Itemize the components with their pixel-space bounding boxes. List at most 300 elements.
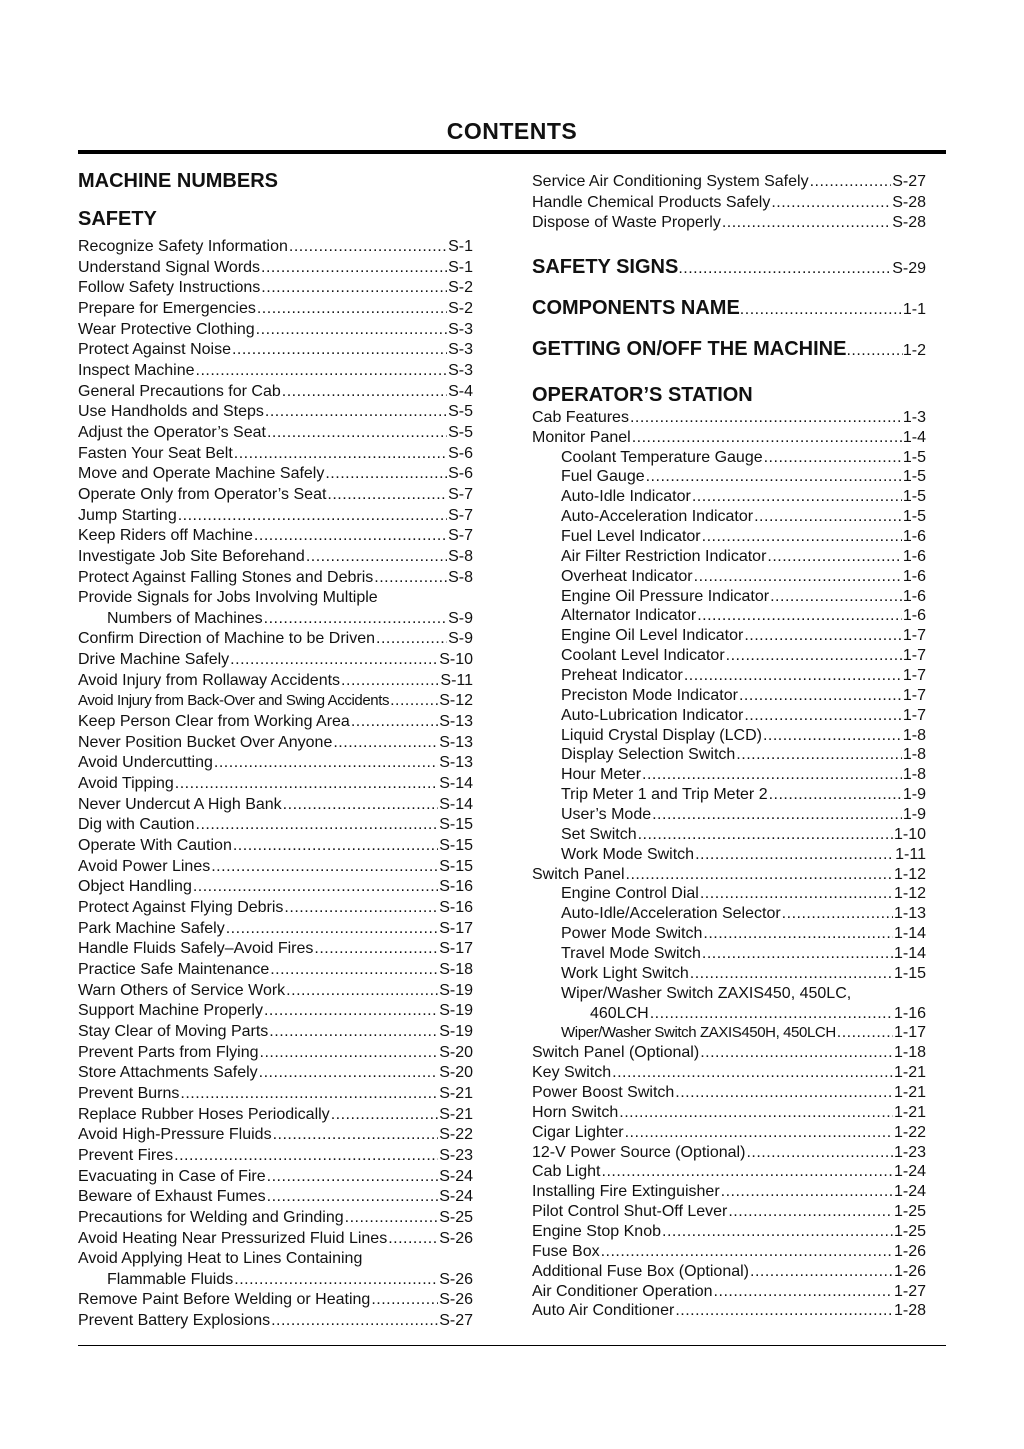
toc-entry-title: Fuse Box <box>532 1242 600 1260</box>
leader-dots <box>331 1105 439 1126</box>
toc-entry[interactable] <box>78 609 473 630</box>
leader-dots <box>254 526 447 547</box>
toc-entry-page: S-25 <box>439 1208 473 1226</box>
toc-entry[interactable] <box>78 444 473 465</box>
toc-entry[interactable] <box>78 712 473 733</box>
leader-dots <box>260 1043 439 1064</box>
toc-entry-title: Avoid Tipping <box>78 775 174 793</box>
toc-entry-page: 1-26 <box>893 1262 926 1280</box>
toc-entry-page: S-13 <box>439 713 473 731</box>
toc-entry-title: Engine Oil Pressure Indicator <box>561 587 770 605</box>
toc-entry[interactable] <box>532 448 926 468</box>
toc-entry-page: 1-22 <box>893 1123 926 1141</box>
toc-entry[interactable] <box>532 944 926 964</box>
toc-entry[interactable] <box>78 464 473 485</box>
toc-entry[interactable] <box>78 877 473 898</box>
leader-dots <box>771 193 891 214</box>
toc-entry[interactable] <box>532 172 926 193</box>
leader-dots <box>726 646 902 666</box>
toc-entry-page: 1-4 <box>902 428 926 446</box>
toc-entry[interactable] <box>78 547 473 568</box>
leader-dots <box>736 745 902 765</box>
toc-entry-title: Trip Meter 1 and Trip Meter 2 <box>561 786 768 804</box>
leader-dots <box>376 629 447 650</box>
toc-entry[interactable] <box>532 964 926 984</box>
toc-entry-page: S-3 <box>448 361 473 379</box>
toc-entry-page: S-24 <box>439 1188 473 1206</box>
toc-entry-title: Investigate Job Site Beforehand <box>78 547 305 565</box>
toc-entry-title: Operate With Caution <box>78 837 232 855</box>
toc-entry[interactable] <box>78 1084 473 1105</box>
toc-entry[interactable] <box>78 278 473 299</box>
toc-entry[interactable] <box>78 898 473 919</box>
toc-entry[interactable] <box>532 408 926 428</box>
toc-entry-page: 1-8 <box>902 746 926 764</box>
toc-entry[interactable] <box>78 1063 473 1084</box>
toc-entry-page: S-26 <box>439 1291 473 1309</box>
toc-entry-page: 1-21 <box>893 1084 926 1101</box>
toc-entry[interactable] <box>532 1222 926 1242</box>
toc-entry-page: S-2 <box>448 299 473 317</box>
toc-entry-page: 1-7 <box>902 647 926 665</box>
toc-entry-page: 1-7 <box>902 666 926 684</box>
leader-dots <box>702 527 902 547</box>
toc-entry-title: Follow Safety Instructions <box>78 279 261 297</box>
toc-entry[interactable] <box>532 1043 926 1063</box>
toc-entry[interactable] <box>532 1282 926 1302</box>
toc-entry-page: 1-24 <box>893 1183 926 1201</box>
toc-entry-page: S-15 <box>439 837 473 855</box>
section-heading-machine-numbers[interactable]: MACHINE NUMBERS <box>78 170 278 192</box>
toc-entry-page: S-19 <box>439 1022 473 1040</box>
leader-dots <box>286 981 438 1002</box>
toc-entry[interactable] <box>78 1187 473 1208</box>
toc-entry-title: Operate Only from Operator’s Seat <box>78 485 327 503</box>
toc-entry-page: 1-6 <box>902 587 926 605</box>
toc-entry[interactable] <box>532 626 926 646</box>
toc-entry-page: S-15 <box>439 857 473 875</box>
toc-entry[interactable] <box>532 1123 926 1143</box>
toc-entry-page: 1-16 <box>893 1004 926 1022</box>
toc-entry-title: General Precautions for Cab <box>78 382 281 400</box>
toc-entry-page: 1-15 <box>893 964 926 982</box>
toc-entry-title: Wiper/Washer Switch ZAXIS450H, 450LCH <box>561 1024 836 1042</box>
toc-entry-title: Confirm Direction of Machine to be Driven <box>78 630 376 648</box>
toc-entry[interactable] <box>532 884 926 904</box>
toc-entry-page: S-27 <box>892 173 926 190</box>
toc-entry-title: Auto-Idle Indicator <box>561 488 691 506</box>
leader-dots <box>782 904 893 924</box>
toc-entry-page: S-20 <box>439 1064 473 1082</box>
toc-entry-title: Preheat Indicator <box>561 666 683 684</box>
toc-entry-page: S-5 <box>448 403 473 421</box>
toc-entry-title: Liquid Crystal Display (LCD) <box>561 726 762 744</box>
toc-entry-title: Coolant Level Indicator <box>561 647 725 665</box>
toc-entry[interactable] <box>532 805 926 825</box>
toc-entry-title: Stay Clear of Moving Parts <box>78 1022 269 1040</box>
section-heading-safety[interactable]: SAFETY <box>78 208 157 230</box>
toc-entry[interactable] <box>78 1249 473 1270</box>
toc-entry[interactable] <box>78 981 473 1002</box>
toc-entry[interactable] <box>78 1043 473 1064</box>
toc-entry-title: Overheat Indicator <box>561 567 693 585</box>
toc-entry-page: 1-23 <box>893 1143 926 1161</box>
toc-entry[interactable] <box>78 1022 473 1043</box>
toc-entry-title: Auto Air Conditioner <box>532 1302 675 1320</box>
toc-entry-page: 1-18 <box>893 1044 926 1062</box>
toc-entry[interactable] <box>78 361 473 382</box>
toc-entry[interactable] <box>532 1083 926 1103</box>
toc-entry[interactable] <box>532 1103 926 1123</box>
toc-entry-title: Auto-Idle/Acceleration Selector <box>561 905 781 923</box>
leader-dots <box>283 795 439 816</box>
leader-dots <box>175 774 438 795</box>
toc-entry[interactable] <box>78 629 473 650</box>
safety-entry-list <box>78 237 473 1332</box>
toc-entry-title: Support Machine Properly <box>78 1002 263 1020</box>
leader-dots <box>234 1270 438 1291</box>
toc-entry-title: Avoid Undercutting <box>78 754 213 772</box>
leader-dots <box>333 733 438 754</box>
leader-dots <box>388 1229 438 1250</box>
toc-entry-title: Precautions for Welding and Grinding <box>78 1208 344 1226</box>
leader-dots <box>214 753 438 774</box>
leader-dots <box>612 1063 893 1083</box>
toc-entry[interactable] <box>532 507 926 527</box>
toc-entry[interactable] <box>532 1301 926 1321</box>
toc-entry[interactable] <box>78 815 473 836</box>
section-entry-safety-signs[interactable]: SAFETY SIGNS ..... S-29 <box>532 256 926 297</box>
toc-entry[interactable] <box>532 785 926 805</box>
toc-entry-page: S-19 <box>439 981 473 999</box>
toc-entry-page: 1-21 <box>893 1064 926 1082</box>
toc-entry-page: S-4 <box>448 382 473 400</box>
leader-dots <box>714 1282 893 1302</box>
toc-entry-title: Switch Panel <box>532 865 625 883</box>
leader-dots <box>764 448 902 468</box>
toc-entry[interactable] <box>78 340 473 361</box>
contents-left-column <box>78 169 473 1332</box>
leader-dots <box>638 825 893 845</box>
toc-entry[interactable] <box>78 382 473 403</box>
toc-entry-title: Handle Chemical Products Safely <box>532 193 771 211</box>
toc-entry-page: S-9 <box>448 609 473 627</box>
toc-entry[interactable] <box>78 1001 473 1022</box>
toc-entry[interactable] <box>78 939 473 960</box>
toc-entry[interactable] <box>78 320 473 341</box>
leader-dots <box>232 340 447 361</box>
section-entry-components-name[interactable]: COMPONENTS NAME ..... 1-1 <box>532 297 926 338</box>
toc-entry[interactable] <box>78 671 473 692</box>
toc-entry-title: Replace Rubber Hoses Periodically <box>78 1105 330 1123</box>
toc-entry[interactable] <box>532 1202 926 1222</box>
leader-dots <box>619 1103 893 1123</box>
toc-entry[interactable] <box>78 1146 473 1167</box>
leader-dots <box>703 924 893 944</box>
toc-entry-title: Avoid Injury from Rollaway Accidents <box>78 671 341 689</box>
toc-entry-page: 1-6 <box>902 547 926 565</box>
toc-entry[interactable] <box>78 691 473 712</box>
page-title: CONTENTS <box>446 118 578 144</box>
toc-entry-page: S-26 <box>439 1229 473 1247</box>
toc-entry[interactable] <box>78 857 473 878</box>
toc-entry-page: 1-13 <box>893 905 926 923</box>
toc-entry-page: S-5 <box>448 423 473 441</box>
toc-entry-page: S-1 <box>448 258 473 276</box>
toc-entry[interactable] <box>532 547 926 567</box>
toc-entry-page: S-7 <box>448 485 473 503</box>
toc-entry[interactable] <box>532 587 926 607</box>
toc-entry[interactable] <box>532 666 926 686</box>
leader-dots <box>652 805 902 825</box>
toc-entry[interactable] <box>78 526 473 547</box>
toc-entry-page: S-19 <box>439 1002 473 1020</box>
leader-dots <box>270 960 438 981</box>
toc-entry[interactable] <box>532 1063 926 1083</box>
leader-dots <box>271 1311 438 1332</box>
toc-entry-title: Preciston Mode Indicator <box>561 686 738 704</box>
leader-dots <box>754 507 902 527</box>
section-entry-getting-on-off[interactable]: GETTING ON/OFF THE MACHINE ..... 1-2 <box>532 338 926 379</box>
toc-entry-title: Avoid Injury from Back-Over and Swing Accidents <box>78 692 390 710</box>
toc-entry-page: S-26 <box>439 1270 473 1288</box>
toc-entry-title: Move and Operate Machine Safely <box>78 465 325 483</box>
toc-entry-title: Dig with Caution <box>78 816 195 834</box>
toc-entry-page: 1-27 <box>893 1282 926 1300</box>
toc-entry-title: Air Conditioner Operation <box>532 1282 713 1300</box>
toc-entry-title: Dispose of Waste Properly <box>532 214 721 232</box>
toc-entry-page: 1-5 <box>902 448 926 466</box>
toc-entry[interactable] <box>78 960 473 981</box>
toc-entry[interactable] <box>532 1004 926 1024</box>
toc-entry[interactable] <box>78 795 473 816</box>
toc-entry[interactable] <box>532 1023 926 1043</box>
toc-entry[interactable] <box>78 1167 473 1188</box>
toc-entry-title: Wiper/Washer Switch ZAXIS450, 450LC, <box>561 984 852 1002</box>
toc-entry-page: S-7 <box>448 506 473 524</box>
toc-entry[interactable] <box>532 984 926 1004</box>
toc-entry[interactable] <box>532 193 926 214</box>
toc-entry-page: S-20 <box>439 1043 473 1061</box>
toc-entry-page: S-14 <box>439 775 473 793</box>
toc-entry-title: Set Switch <box>561 825 637 843</box>
toc-entry-page: S-1 <box>448 238 473 255</box>
toc-entry-page: S-8 <box>448 568 473 586</box>
leader-dots <box>646 467 902 487</box>
toc-entry[interactable] <box>532 213 926 234</box>
toc-entry[interactable] <box>78 753 473 774</box>
toc-entry[interactable] <box>532 765 926 785</box>
toc-entry[interactable] <box>78 1270 473 1291</box>
toc-entry-page: 1-25 <box>893 1203 926 1221</box>
leader-dots <box>282 382 447 403</box>
toc-entry-title: Cab Features <box>532 408 629 426</box>
toc-entry-page: S-3 <box>448 341 473 359</box>
toc-entry[interactable] <box>532 428 926 448</box>
leader-dots <box>721 1182 893 1202</box>
toc-entry[interactable] <box>532 567 926 587</box>
toc-entry[interactable] <box>532 904 926 924</box>
toc-entry-title: Installing Fire Extinguisher <box>532 1183 720 1201</box>
toc-entry-title: Store Attachments Safely <box>78 1064 258 1082</box>
leader-dots <box>632 428 902 448</box>
toc-entry-title: Park Machine Safely <box>78 919 225 937</box>
toc-entry[interactable] <box>532 706 926 726</box>
toc-entry-page: S-15 <box>439 816 473 834</box>
toc-entry[interactable] <box>532 686 926 706</box>
toc-entry-title: Auto-Acceleration Indicator <box>561 508 754 526</box>
toc-entry-page: S-24 <box>439 1167 473 1185</box>
leader-dots <box>264 609 447 630</box>
leader-dots <box>374 568 447 589</box>
toc-entry-page: S-16 <box>439 899 473 916</box>
toc-entry[interactable] <box>78 588 473 609</box>
toc-entry[interactable] <box>532 825 926 845</box>
leader-dots <box>626 865 893 885</box>
leader-dots <box>744 626 902 646</box>
toc-entry-title: Fuel Level Indicator <box>561 527 701 545</box>
toc-entry[interactable] <box>532 1182 926 1202</box>
leader-dots <box>650 1004 893 1024</box>
toc-entry-title: Power Boost Switch <box>532 1084 675 1101</box>
toc-entry[interactable] <box>78 836 473 857</box>
toc-entry[interactable] <box>78 506 473 527</box>
toc-entry[interactable] <box>532 865 926 885</box>
toc-entry-title: Engine Oil Level Indicator <box>561 627 744 645</box>
leader-dots <box>770 587 902 607</box>
toc-entry-title: Prevent Parts from Flying <box>78 1043 259 1061</box>
leader-dots <box>174 1146 438 1167</box>
leader-dots <box>193 877 438 898</box>
toc-entry[interactable] <box>78 258 473 279</box>
toc-entry[interactable] <box>532 1242 926 1262</box>
toc-entry-page: S-13 <box>439 733 473 751</box>
toc-entry-page: S-6 <box>448 465 473 483</box>
leader-dots <box>678 260 892 278</box>
toc-entry[interactable] <box>78 299 473 320</box>
toc-entry-page: 1-9 <box>902 805 926 823</box>
toc-entry-page: S-27 <box>439 1312 473 1330</box>
toc-entry[interactable] <box>532 1262 926 1282</box>
leader-dots <box>837 1023 893 1043</box>
toc-entry-page: 1-6 <box>902 607 926 625</box>
toc-entry-page: 1-10 <box>893 825 926 843</box>
operator-entry-list <box>532 408 926 1322</box>
toc-entry[interactable] <box>532 606 926 626</box>
toc-entry[interactable] <box>532 1162 926 1182</box>
toc-entry-title: Prevent Battery Explosions <box>78 1312 271 1330</box>
leader-dots <box>306 547 447 568</box>
toc-entry-title: Key Switch <box>532 1064 612 1082</box>
toc-entry-page: 1-8 <box>902 766 926 784</box>
toc-entry-title: Practice Safe Maintenance <box>78 960 270 978</box>
toc-entry-title: Fasten Your Seat Belt <box>78 444 233 462</box>
leader-dots <box>810 172 892 193</box>
toc-entry-page: S-28 <box>892 214 926 232</box>
toc-entry[interactable] <box>78 1290 473 1311</box>
toc-entry[interactable] <box>78 1125 473 1146</box>
toc-entry[interactable] <box>532 924 926 944</box>
toc-entry-title: Pilot Control Shut-Off Lever <box>532 1203 728 1221</box>
toc-entry[interactable] <box>532 845 926 865</box>
leader-dots <box>675 1083 893 1103</box>
toc-entry[interactable] <box>78 1229 473 1250</box>
leader-dots <box>289 237 447 258</box>
toc-entry-page: 1-7 <box>902 627 926 645</box>
leader-dots <box>180 1084 438 1105</box>
toc-entry-title: Alternator Indicator <box>561 607 697 625</box>
toc-entry-page: S-23 <box>439 1146 473 1164</box>
leader-dots <box>259 1063 439 1084</box>
toc-entry-title: Switch Panel (Optional) <box>532 1044 700 1062</box>
toc-entry-title: Jump Starting <box>78 506 177 524</box>
toc-entry-page: S-9 <box>448 630 473 648</box>
toc-entry-title: Horn Switch <box>532 1103 619 1121</box>
leader-dots <box>196 361 448 382</box>
toc-entry[interactable] <box>78 423 473 444</box>
leader-dots <box>722 213 891 234</box>
leader-dots <box>692 487 902 507</box>
toc-entry-page: S-3 <box>448 320 473 338</box>
leader-dots <box>697 606 902 626</box>
toc-entry[interactable] <box>532 726 926 746</box>
toc-entry[interactable] <box>532 1143 926 1163</box>
toc-entry[interactable] <box>78 237 473 258</box>
toc-entry[interactable] <box>78 485 473 506</box>
leader-dots <box>211 857 438 878</box>
leader-dots <box>662 1222 893 1242</box>
toc-entry[interactable] <box>78 650 473 671</box>
leader-dots <box>233 836 438 857</box>
toc-entry[interactable] <box>78 1208 473 1229</box>
toc-entry-title: User’s Mode <box>561 805 652 823</box>
leader-dots <box>630 408 902 428</box>
toc-entry-page: S-21 <box>439 1084 473 1102</box>
toc-entry[interactable] <box>78 1105 473 1126</box>
toc-entry[interactable] <box>78 568 473 589</box>
toc-entry[interactable] <box>532 646 926 666</box>
toc-entry-title: Understand Signal Words <box>78 258 261 276</box>
leader-dots <box>196 815 439 836</box>
toc-entry-page: S-2 <box>448 279 473 297</box>
toc-entry-page: 1-11 <box>895 845 926 863</box>
leader-dots <box>702 944 893 964</box>
leader-dots <box>265 402 447 423</box>
toc-entry[interactable] <box>532 487 926 507</box>
leader-dots <box>261 258 447 279</box>
toc-entry[interactable] <box>78 774 473 795</box>
section-heading-operators-station[interactable]: OPERATOR’S STATION <box>532 383 753 406</box>
toc-entry-title: Work Mode Switch <box>561 845 695 863</box>
toc-entry-title: Beware of Exhaust Fumes <box>78 1188 266 1206</box>
toc-entry-title: Never Position Bucket Over Anyone <box>78 733 333 751</box>
toc-entry-title: Warn Others of Service Work <box>78 981 286 999</box>
toc-entry[interactable] <box>78 1311 473 1332</box>
toc-entry[interactable] <box>532 467 926 487</box>
toc-entry[interactable] <box>78 402 473 423</box>
toc-entry-page: 1-5 <box>902 488 926 506</box>
toc-entry[interactable] <box>78 733 473 754</box>
toc-entry[interactable] <box>78 919 473 940</box>
leader-dots <box>700 884 893 904</box>
leader-dots <box>234 444 447 465</box>
toc-entry[interactable] <box>532 745 926 765</box>
leader-dots <box>769 785 902 805</box>
leader-dots <box>267 423 447 444</box>
toc-entry-title: Use Handholds and Steps <box>78 403 264 421</box>
leader-dots <box>273 1125 439 1146</box>
toc-entry[interactable] <box>532 527 926 547</box>
